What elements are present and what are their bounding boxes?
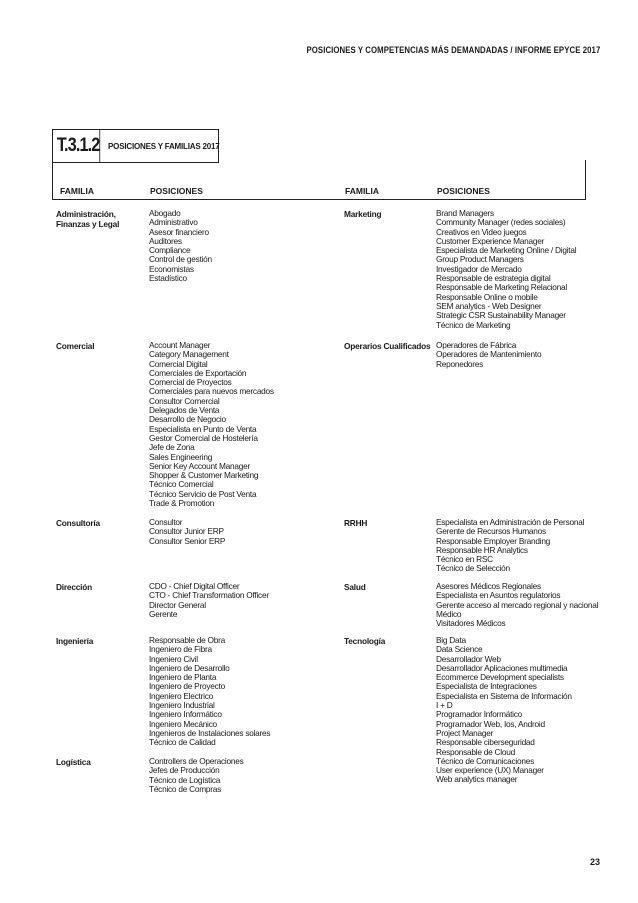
position-item: Médico [436,608,462,619]
position-item: Especialista de Integraciones [436,681,537,692]
position-item: Comercial de Proyectos [149,377,232,388]
position-item: Técnico de Marketing [436,319,511,330]
position-item: Comercial Digital [149,358,208,369]
position-item: Big Data [436,635,466,645]
positions-list [436,636,572,785]
position-item: Administrativo [149,217,198,228]
position-item: Gerente acceso al mercado regional y nacional [436,599,599,610]
position-item: Project Manager [436,727,494,738]
position-item: Investigador de Mercado [436,263,522,274]
position-item: Community Manager (redes sociales) [436,217,566,228]
position-item: Abogado [149,208,181,218]
positions-list [436,582,598,628]
position-item: Programador Web, Ios, Android [436,718,545,729]
position-item: Estadístico [149,273,187,284]
position-item: Técnico de Calidad [149,737,216,748]
position-item: Especialista en Administración de Personal [436,517,585,527]
column-header-positions-left: POSICIONES [150,186,203,196]
running-header: POSICIONES Y COMPETENCIAS MÁS DEMANDADAS / INFORME EPYCE 2017 [306,45,600,56]
position-item: Delegados de Venta [149,405,220,416]
position-item: Comerciales para nuevos mercados [149,386,274,397]
position-item: Responsable ciberseguridad [436,737,535,748]
position-item: Desarrollador Aplicaciones multimedia [436,662,568,673]
position-item: Ingeniero Industrial [149,700,215,711]
position-item: Economistas [149,263,194,274]
position-item: Consultor Junior ERP [149,526,224,537]
table-title-box [52,129,219,163]
positions-list [436,518,584,574]
position-item: Jefe de Zona [149,442,195,453]
column-header-family-left: FAMILIA [60,186,94,196]
position-item: Ingenieros de Instalaciones solares [149,727,271,738]
header-divider [52,199,586,200]
position-item: Web analytics manager [436,774,518,785]
positions-list [149,209,212,283]
family-name: Tecnología [344,636,386,646]
position-item: Consultor Senior ERP [149,535,226,546]
position-item: Ecommerce Development specialists [436,672,564,683]
position-item: Brand Managers [436,208,494,218]
position-item: Ingeniero de Planta [149,672,217,683]
position-item: Ingeniero de Fibra [149,644,212,655]
family-name: Dirección [56,582,93,592]
position-item: Responsable de Marketing Relacional [436,282,567,293]
position-item: Técnico de Compras [149,783,222,794]
position-item: Data Science [436,644,483,655]
position-item: Técnico de Logística [149,774,221,785]
position-item: Especialista en Sistema de Información [436,690,572,701]
position-item: Técnico de Selección [436,563,510,574]
position-item: I + D [436,700,453,711]
position-item: Responsable de estrategia digital [436,273,551,284]
position-item: Category Management [149,349,229,360]
position-item: Asesor financiero [149,226,209,237]
position-item: Responsable de Cloud [436,746,515,757]
position-item: Desarrollo de Negocio [149,414,226,425]
position-item: Control de gestión [149,254,212,265]
position-item: Compliance [149,245,191,256]
position-item: Responsable Online o mobile [436,291,538,302]
family-name: Consultoría [56,518,100,528]
position-item: Comerciales de Exportación [149,367,247,378]
position-item: Técnico Servicio de Post Venta [149,488,257,499]
position-item: Ingeniero de Desarrollo [149,662,230,673]
position-item: Ingeniero de Proyecto [149,681,225,692]
position-item: Responsable de Obra [149,635,225,645]
table-title: POSICIONES Y FAMILIAS 2017 [108,141,220,151]
family-name: Salud [344,582,366,592]
positions-list [149,757,244,794]
positions-list [149,341,274,508]
position-item: Asesores Médicos Regionales [436,581,541,591]
family-name: Comercial [56,341,95,351]
position-item: Director General [149,599,206,610]
position-item: Especialista de Marketing Online / Digital [436,245,577,256]
position-item: Desarrollador Web [436,653,501,664]
position-item: Visitadores Médicos [436,618,506,629]
positions-list [436,209,576,330]
position-item: Gerente de Recursos Humanos [436,526,546,537]
family-name: Marketing [344,209,382,219]
position-item: SEM analytics - Web Designer [436,300,542,311]
table-code: T.3.1.2 [57,130,100,162]
position-item: Responsable HR Analytics [436,544,528,555]
position-item: Ingeniero Civil [149,653,198,664]
column-header-family-right: FAMILIA [345,186,379,196]
position-item: CTO - Chief Transformation Officer [149,590,269,601]
position-item: Responsable Employer Branding [436,535,551,546]
position-item: Gerente [149,608,178,619]
table-frame [52,160,586,200]
position-item: Sales Engineering [149,451,213,462]
position-item: Operadores de Fábrica [436,340,517,350]
position-item: Customer Experience Manager [436,235,545,246]
position-item: Jefes de Producción [149,765,220,776]
position-item: Reponedores [436,358,484,369]
positions-list [149,582,269,619]
family-name: Logística [56,757,91,767]
family-name: Administración, Finanzas y Legal [56,209,120,230]
positions-list [149,518,225,546]
position-item: Trade & Promotion [149,498,215,509]
position-item: Ingeniero Informático [149,709,222,720]
position-item: Strategic CSR Sustainability Manager [436,310,566,321]
family-name: RRHH [344,518,368,528]
position-item: Senior Key Account Manager [149,460,250,471]
family-name: Operarios Cualificados [344,341,431,351]
position-item: Ingeniero Mecánico [149,718,217,729]
position-item: Especialista en Punto de Venta [149,423,257,434]
position-item: Gestor Comercial de Hostelería [149,432,258,443]
position-item: Account Manager [149,340,211,350]
position-item: Controllers de Operaciones [149,756,244,766]
positions-list [436,341,541,369]
position-item: Operadores de Mantenimiento [436,349,542,360]
position-item: Técnico Comercial [149,479,214,490]
position-item: Consultor [149,517,183,527]
position-item: Ingeniero Electrico [149,690,213,701]
column-header-positions-right: POSICIONES [437,186,490,196]
position-item: Técnico en RSC [436,554,493,565]
position-item: Técnico de Comunicaciones [436,755,534,766]
position-item: CDO - Chief Digital Officer [149,581,240,591]
position-item: Consultor Comercial [149,395,220,406]
position-item: Shopper & Customer Marketing [149,470,259,481]
family-name: Ingeniería [56,636,94,646]
position-item: Creativos en Video juegos [436,226,527,237]
page-number: 23 [589,857,600,867]
position-item: Auditores [149,235,182,246]
position-item: Programador Informático [436,709,523,720]
position-item: User experience (UX) Manager [436,765,544,776]
position-item: Group Product Managers [436,254,524,265]
position-item: Especialista en Asuntos regulatorios [436,590,561,601]
positions-list [149,636,270,748]
